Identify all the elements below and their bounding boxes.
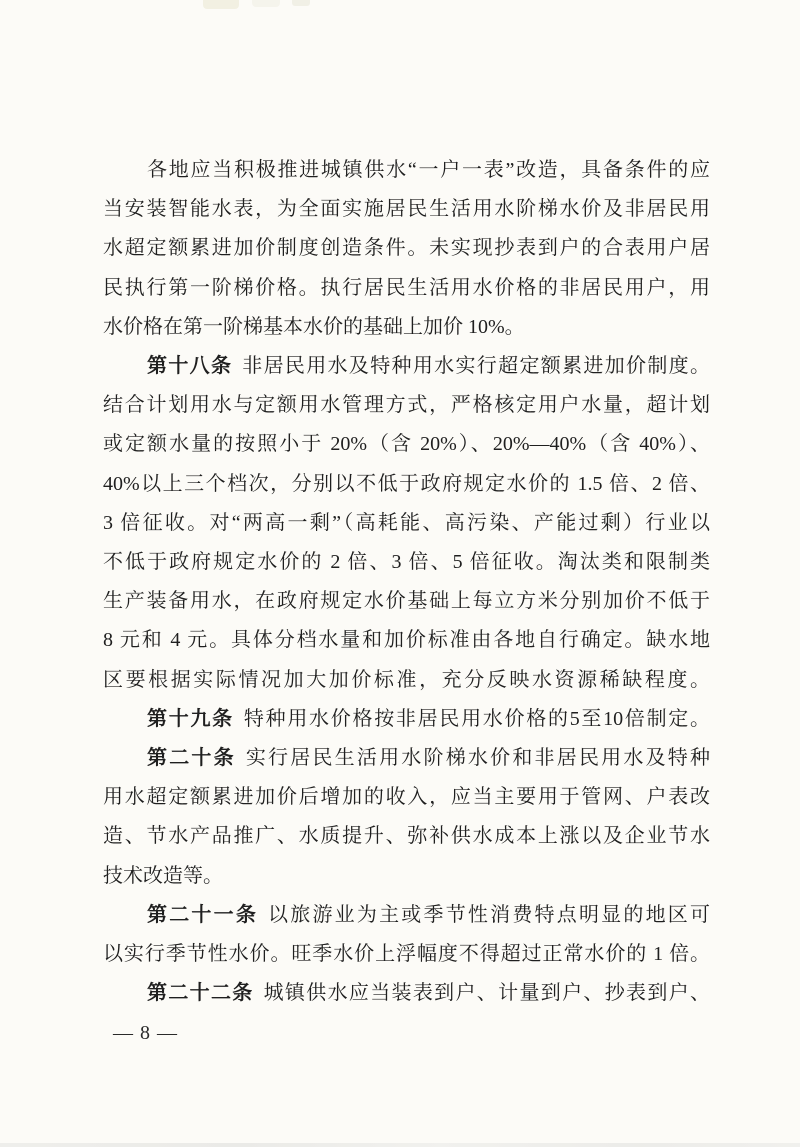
text-line	[103, 778, 710, 817]
document-body	[103, 151, 710, 1013]
text-line	[103, 582, 710, 621]
line-text: 水超定额累进加价制度创造条件。未实现抄表到户的合表用户居	[103, 237, 710, 260]
line-text: 区要根据实际情况加大加价标准，充分反映水资源稀缺程度。	[103, 668, 710, 691]
text-line	[103, 190, 710, 229]
line-text: 8 元和 4 元。具体分档水量和加价标准由各地自行确定。缺水地	[103, 629, 710, 652]
line-text: 民执行第一阶梯价格。执行居民生活用水价格的非居民用户，用	[103, 276, 710, 299]
text-line	[103, 504, 710, 543]
article-19-heading-line	[103, 700, 710, 739]
text-line	[103, 857, 710, 896]
scan-artifact-top	[292, 0, 310, 6]
article-20-heading-line	[103, 739, 710, 778]
article-label: 第二十条	[147, 747, 236, 770]
scan-artifact-top	[203, 0, 239, 9]
text-line	[103, 386, 710, 425]
line-text: 城镇供水应当装表到户、计量到户、抄表到户、	[263, 982, 711, 1005]
text-line	[103, 425, 710, 464]
article-label: 第十九条	[147, 707, 234, 730]
line-text: 3 倍征收。对“两高一剩”（高耗能、高污染、产能过剩）行业以	[103, 511, 710, 534]
text-line	[103, 308, 710, 347]
text-line	[103, 465, 710, 504]
text-line	[103, 269, 710, 308]
text-line	[103, 817, 710, 856]
text-line	[103, 543, 710, 582]
line-text: 不低于政府规定水价的 2 倍、3 倍、5 倍征收。淘汰类和限制类	[103, 551, 710, 574]
line-text: 实行居民生活用水阶梯水价和非居民用水及特种	[245, 747, 711, 770]
text-line	[103, 151, 710, 190]
line-text: 特种用水价格按非居民用水价格的5至10倍制定。	[243, 707, 711, 730]
text-line	[103, 621, 710, 660]
article-22-heading-line	[103, 974, 710, 1013]
line-text: 或定额水量的按照小于 20%（含 20%）、20%—40%（含 40%）、	[103, 433, 710, 456]
page-number: — 8 —	[113, 1022, 178, 1044]
line-text: 以旅游业为主或季节性消费特点明显的地区可	[268, 903, 711, 926]
line-text: 技术改造等。	[103, 864, 223, 887]
line-text: 水价格在第一阶梯基本水价的基础上加价 10%。	[103, 315, 525, 338]
article-label: 第十八条	[147, 355, 233, 378]
article-21-heading-line	[103, 896, 710, 935]
line-text: 非居民用水及特种用水实行超定额累进加价制度。	[242, 355, 711, 378]
text-line	[103, 229, 710, 268]
line-text: 当安装智能水表，为全面实施居民生活用水阶梯水价及非居民用	[103, 198, 710, 221]
line-text: 结合计划用水与定额用水管理方式，严格核定用户水量，超计划	[103, 394, 710, 417]
article-18-heading-line	[103, 347, 710, 386]
line-text: 造、节水产品推广、水质提升、弥补供水成本上涨以及企业节水	[103, 825, 710, 848]
text-line	[103, 935, 710, 974]
line-text: 各地应当积极推进城镇供水“一户一表”改造，具备条件的应	[147, 159, 710, 181]
line-text: 生产装备用水，在政府规定水价基础上每立方米分别加价不低于	[103, 590, 710, 613]
article-label: 第二十二条	[147, 982, 254, 1005]
scan-artifact-bottom	[0, 1143, 800, 1147]
line-text: 用水超定额累进加价后增加的收入，应当主要用于管网、户表改	[103, 786, 710, 809]
line-text: 40%以上三个档次，分别以不低于政府规定水价的 1.5 倍、2 倍、	[103, 472, 710, 495]
scan-artifact-top	[252, 0, 280, 7]
line-text: 以实行季节性水价。旺季水价上浮幅度不得超过正常水价的 1 倍。	[103, 943, 710, 966]
text-line	[103, 661, 710, 700]
article-label: 第二十一条	[147, 903, 259, 926]
